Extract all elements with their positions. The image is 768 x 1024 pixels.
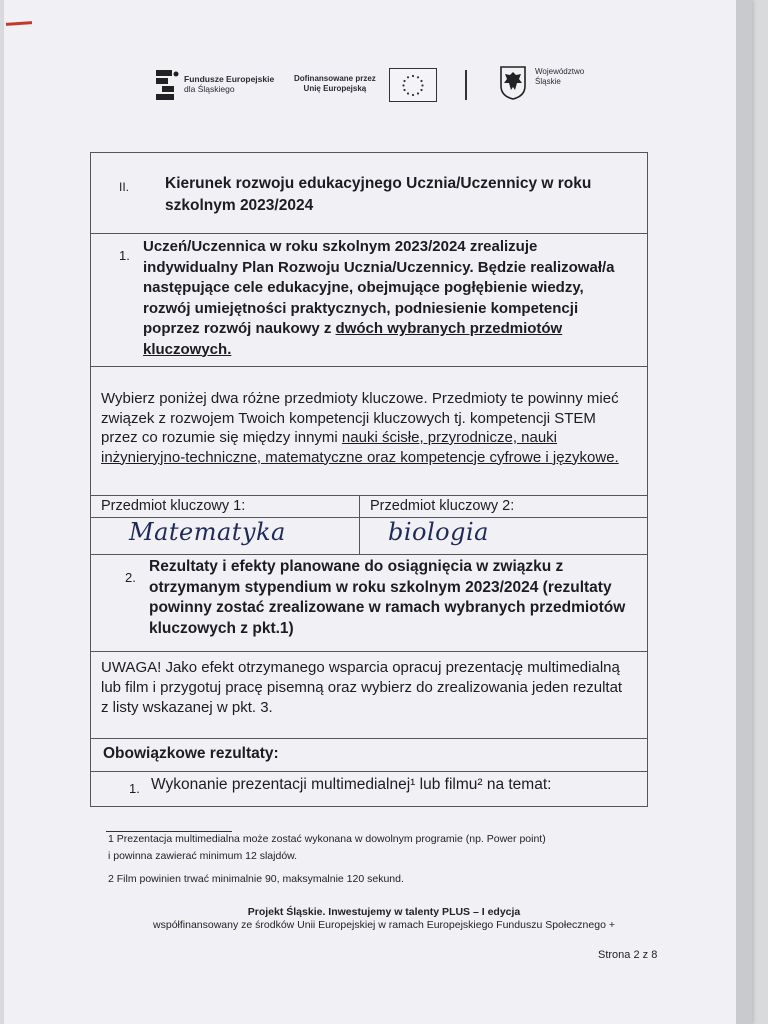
section-2-header — [91, 153, 647, 234]
key-subject-2-cell — [360, 496, 647, 554]
footnote-1-line1: 1 Prezentacja multimedialna może zostać wykonana w dowolnym programie (np. Power point) — [108, 833, 546, 845]
footnote-2: 2 Film powinien trwać minimalnie 90, maksymalnie 120 sekund. — [108, 873, 404, 885]
fundusze-europejskie-logo-icon — [154, 68, 180, 104]
key-subject-2-handwritten[interactable]: biologia — [388, 518, 489, 546]
project-title: Projekt Śląskie. Inwestujemy w talenty PLUS – I edycja — [247, 906, 521, 918]
point-2-text: Rezultaty i efekty planowane do osiągnięcia w związku z otrzymanym stypendium w roku szkolnym 2023/2024 (rezultaty powinny zostać zrealizowane w ramach wybranych przedmiotów kluczowych z pkt.1) — [149, 558, 626, 637]
point-2 — [91, 555, 647, 652]
uwaga-note — [91, 652, 647, 739]
project-footer — [104, 906, 664, 932]
header-logos — [154, 62, 604, 110]
document-page — [4, 0, 752, 1024]
silesia-eagle-emblem-icon — [500, 66, 526, 100]
dofinansowane-text: Dofinansowane przez Unię Europejską — [294, 74, 376, 93]
point-1-text: Uczeń/Uczennica w roku szkolnym 2023/2024 zrealizuje indywidualny Plan Rozwoju Ucznia/Uczennicy. Będzie realizował/a następujące cele edukacyjne, obejmujące pogłębienie wiedzy, rozwój umiejętności praktycznych, podniesienie kompetencji poprzez rozwój naukowy z dwóch wybranych przedmiotów kluczowych. — [143, 238, 615, 358]
mandatory-results-header — [91, 739, 647, 772]
footnote-1-line2: i powinna zawierać minimum 12 slajdów. — [108, 850, 298, 862]
wojewodztwo-text: Województwo Śląskie — [535, 67, 585, 86]
project-funding: współfinansowany ze środków Unii Europejskiej w ramach Europejskiego Funduszu Społecznego + — [153, 919, 615, 931]
key-subject-1-cell — [91, 496, 360, 554]
paper-edge — [736, 0, 752, 1024]
key-subject-1-handwritten[interactable]: Matematyka — [129, 518, 286, 546]
form-table — [90, 152, 648, 807]
section-number: II. — [119, 180, 130, 194]
section-title: Kierunek rozwoju edukacyjnego Ucznia/Uczennicy w roku szkolnym 2023/2024 — [165, 175, 592, 214]
instructions-text: Wybierz poniżej dwa różne przedmioty kluczowe. Przedmioty te powinny mieć związek z rozwojem Twoich kompetencji kluczowych tj. kompetencji STEM przez co rozumie się między innymi nauki ścisłe, przyrodnicze, nauki inżynieryjno-techniczne, matematyczne oraz kompetencje cyfrowe i językowe. — [101, 390, 619, 466]
point-number: 1. — [119, 248, 130, 263]
result-item-1 — [91, 772, 647, 806]
key-subjects-row — [91, 496, 647, 555]
key-subject-2-label: Przedmiot kluczowy 2: — [360, 498, 647, 518]
result-text: Wykonanie prezentacji multimedialnej¹ lub filmu² na temat: — [151, 776, 552, 793]
red-mark — [6, 21, 32, 26]
point-number: 2. — [125, 570, 136, 585]
fe-logo-text: Fundusze Europejskie dla Śląskiego — [184, 74, 275, 94]
key-subject-1-label: Przedmiot kluczowy 1: — [91, 498, 359, 518]
mandatory-results-title: Obowiązkowe rezultaty: — [103, 745, 279, 762]
result-number: 1. — [129, 781, 140, 796]
logo-divider — [465, 70, 467, 100]
page-number: Strona 2 z 8 — [598, 949, 658, 961]
uwaga-text: UWAGA! Jako efekt otrzymanego wsparcia opracuj prezentację multimedialną lub film i przygotuj pracę pisemną oraz wybierz do zrealizowania jeden rezultat z listy wskazanej w pkt. 3. — [101, 659, 623, 716]
point-1 — [91, 234, 647, 367]
choose-subjects-instructions — [91, 367, 647, 496]
eu-flag-icon — [389, 68, 437, 102]
